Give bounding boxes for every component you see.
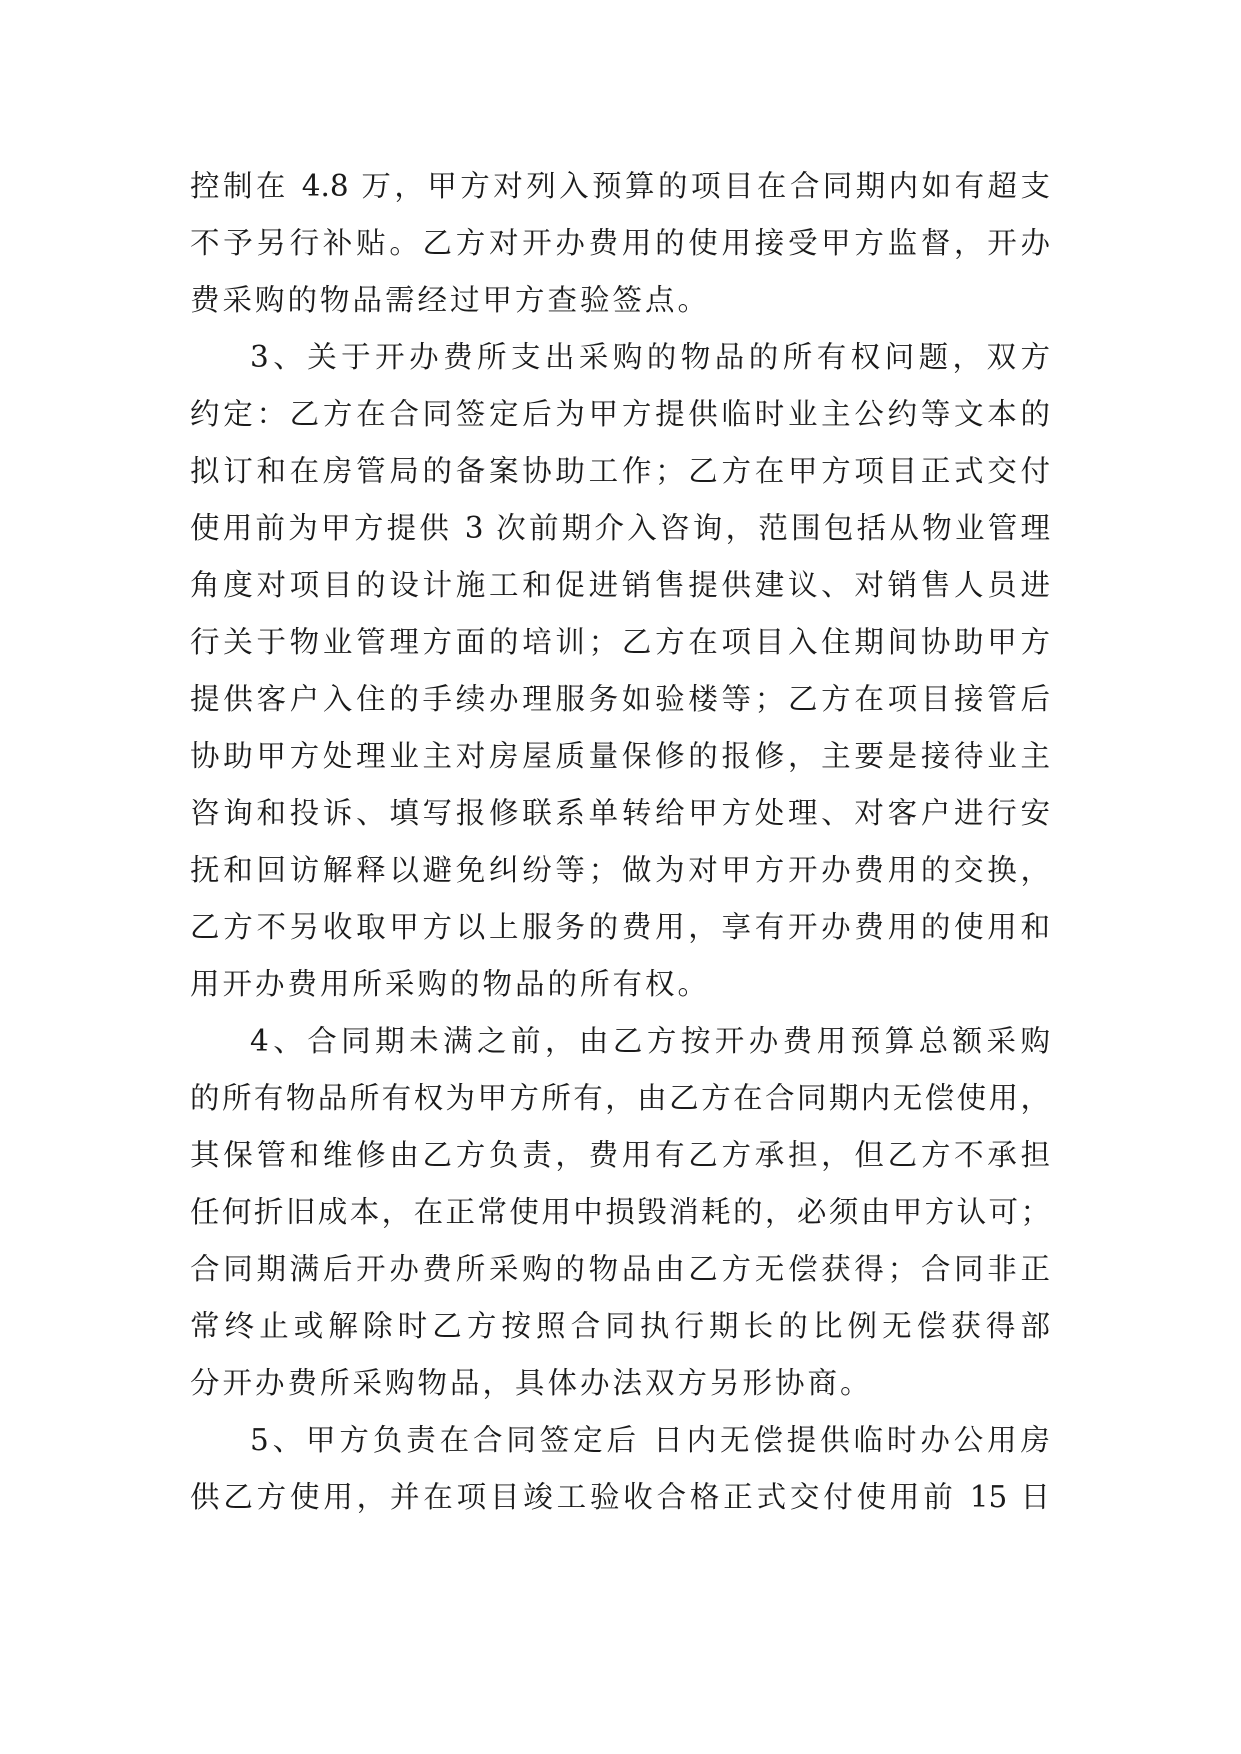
paragraph-line: 协助甲方处理业主对房屋质量保修的报修，主要是接待业主	[190, 739, 1050, 773]
clause-4-start: 4、合同期未满之前，由乙方按开办费用预算总额采购	[250, 1024, 1050, 1058]
paragraph-line: 常终止或解除时乙方按照合同执行期长的比例无偿获得部	[190, 1309, 1050, 1343]
paragraph-line: 行关于物业管理方面的培训；乙方在项目入住期间协助甲方	[190, 625, 1050, 659]
paragraph-line: 用开办费用所采购的物品的所有权。	[190, 967, 711, 1001]
paragraph-line: 咨询和投诉、填写报修联系单转给甲方处理、对客户进行安	[190, 796, 1050, 830]
clause-5-start: 5、甲方负责在合同签定后 日内无偿提供临时办公用房	[250, 1423, 1050, 1457]
paragraph-line: 的所有物品所有权为甲方所有，由乙方在合同期内无偿使用，	[190, 1081, 1050, 1115]
paragraph-line: 乙方不另收取甲方以上服务的费用，享有开办费用的使用和	[190, 910, 1050, 944]
paragraph-line: 其保管和维修由乙方负责，费用有乙方承担，但乙方不承担	[190, 1138, 1050, 1172]
paragraph-line: 提供客户入住的手续办理服务如验楼等；乙方在项目接管后	[190, 682, 1050, 716]
paragraph-line: 约定：乙方在合同签定后为甲方提供临时业主公约等文本的	[190, 397, 1050, 431]
paragraph-line: 分开办费所采购物品，具体办法双方另形协商。	[190, 1366, 873, 1400]
paragraph-line: 拟订和在房管局的备案协助工作；乙方在甲方项目正式交付	[190, 454, 1050, 488]
paragraph-line: 抚和回访解释以避免纠纷等；做为对甲方开办费用的交换，	[190, 853, 1050, 887]
paragraph-line: 费采购的物品需经过甲方查验签点。	[190, 283, 711, 317]
paragraph-line: 使用前为甲方提供 3 次前期介入咨询，范围包括从物业管理	[190, 511, 1050, 545]
paragraph-line: 供乙方使用，并在项目竣工验收合格正式交付使用前 15 日	[190, 1480, 1050, 1514]
paragraph-line: 控制在 4.8 万，甲方对列入预算的项目在合同期内如有超支	[190, 169, 1050, 203]
clause-3-start: 3、关于开办费所支出采购的物品的所有权问题，双方	[250, 340, 1050, 374]
paragraph-line: 任何折旧成本，在正常使用中损毁消耗的，必须由甲方认可；	[190, 1195, 1050, 1229]
document-body	[190, 158, 1050, 1526]
paragraph-line: 合同期满后开办费所采购的物品由乙方无偿获得；合同非正	[190, 1252, 1050, 1286]
paragraph-line: 不予另行补贴。乙方对开办费用的使用接受甲方监督，开办	[190, 226, 1050, 260]
paragraph-line: 角度对项目的设计施工和促进销售提供建议、对销售人员进	[190, 568, 1050, 602]
